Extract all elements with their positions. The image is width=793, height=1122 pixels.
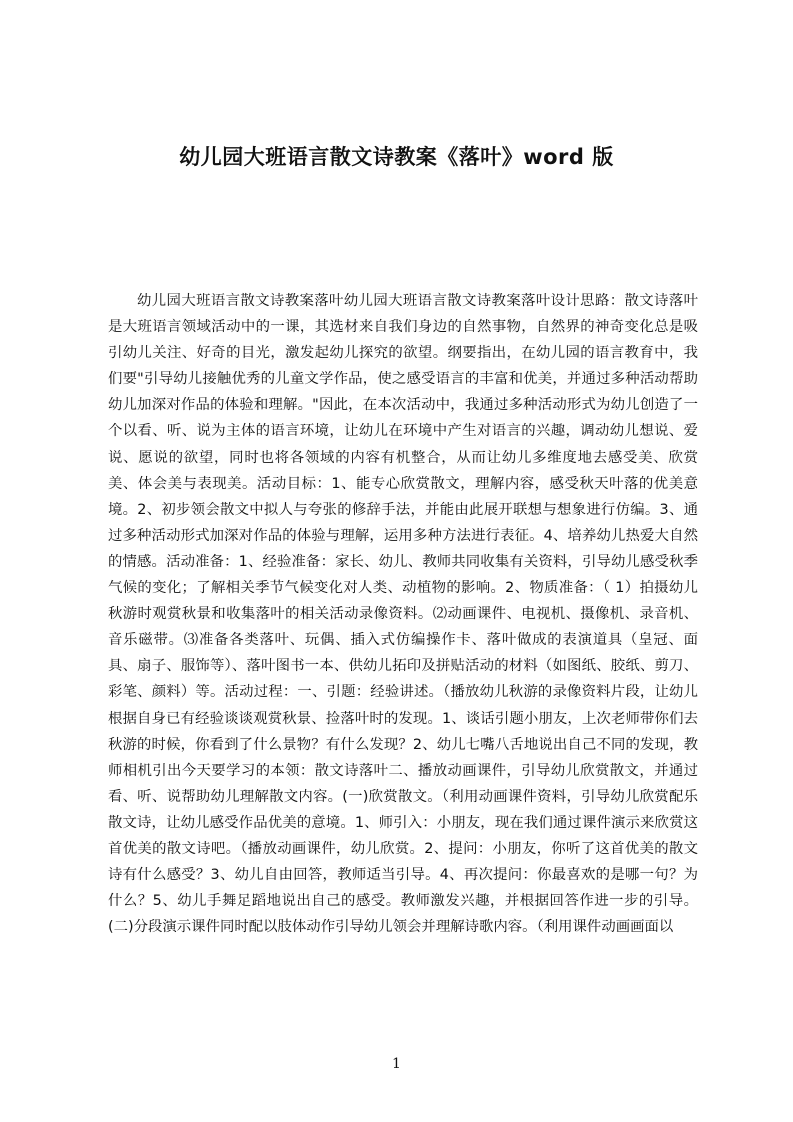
body-paragraph: 幼儿园大班语言散文诗教案落叶幼儿园大班语言散文诗教案落叶设计思路：散文诗落叶是大班语言领域活动中的一课，其选材来自我们身边的自然事物，自然界的神奇变化总是吸引幼儿关注、好奇的目光，激发起幼儿探究的欲望。纲要指出，在幼儿园的语言教育中，我们要"引导幼儿接触优秀的儿童文学作品，使之感受语言的丰富和优美，并通过多种活动帮助幼儿加深对作品的体验和理解。"因此，在本次活动中，我通过多种活动形式为幼儿创造了一个以看、听、说为主体的语言环境，让幼儿在环境中产生对语言的兴趣，调动幼儿想说、爱说、愿说的欲望，同时也将各领域的内容有机整合，从而让幼儿多维度地去感受美、欣赏美、体会美与表现美。活动目标：1、能专心欣赏散文，理解内容，感受秋天叶落的优美意境。2、初步领会散文中拟人与夸张的修辞手法，并能由此展开联想与想象进行仿编。3、通过多种活动形式加深对作品的体验与理解，运用多种方法进行表征。4、培养幼儿热爱大自然的情感。活动准备：1、经验准备：家长、幼儿、教师共同收集有关资料，引导幼儿感受秋季气候的变化；了解相关季节气候变化对人类、动植物的影响。2、物质准备：（ 1）拍摄幼儿秋游时观赏秋景和收集落叶的相关活动录像资料。⑵动画课件、电视机、摄像机、录音机、音乐磁带。⑶准备各类落叶、玩偶、插入式仿编操作卡、落叶做成的表演道具（皇冠、面具、扇子、服饰等）、落叶图书一本、供幼儿拓印及拼贴活动的材料（如图纸、胶纸、剪刀、彩笔、颜料）等。活动过程：一、引题：经验讲述。（播放幼儿秋游的录像资料片段，让幼儿根据自身已有经验谈谈观赏秋景、捡落叶时的发现。1、谈话引题小朋友，上次老师带你们去秋游的时候，你看到了什么景物？有什么发现？2、幼儿七嘴八舌地说出自己不同的发现，教师相机引出今天要学习的本领：散文诗落叶二、播放动画课件，引导幼儿欣赏散文，并通过看、听、说帮助幼儿理解散文内容。(一)欣赏散文。（利用动画课件资料，引导幼儿欣赏配乐散文诗，让幼儿感受作品优美的意境。1、师引入：小朋友，现在我们通过课件演示来欣赏这首优美的散文诗吧。（播放动画课件，幼儿欣赏。2、提问：小朋友，你听了这首优美的散文诗有什么感受？3、幼儿自由回答，教师适当引导。4、再次提问：你最喜欢的是哪一句？为什么？5、幼儿手舞足蹈地说出自己的感受。教师激发兴趣，并根据回答作进一步的引导。(二)分段演示课件同时配以肢体动作引导幼儿领会并理解诗歌内容。（利用课件动画画面以 xyxy=(108,293,698,936)
document-title: 幼儿园大班语言散文诗教案《落叶》word 版 xyxy=(179,145,614,169)
page-number: 1 xyxy=(392,1056,401,1072)
